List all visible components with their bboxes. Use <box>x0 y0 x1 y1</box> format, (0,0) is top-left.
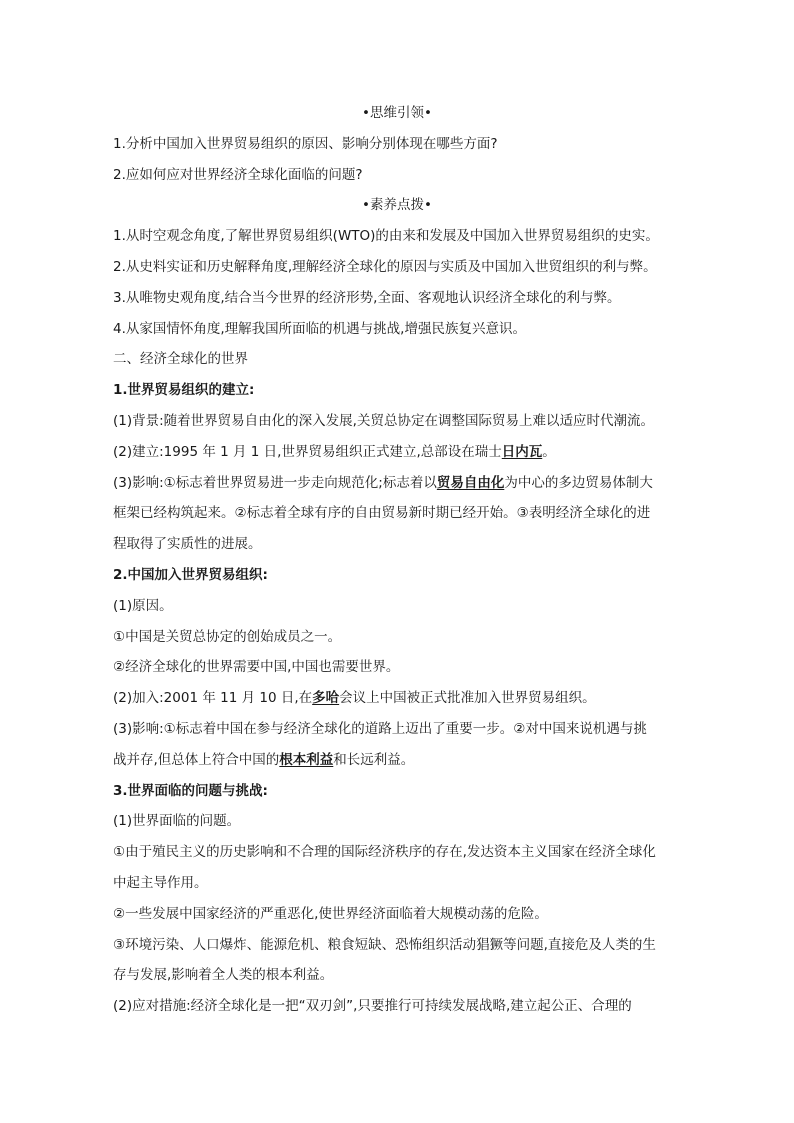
question-1: 1.分析中国加入世界贸易组织的原因、影响分别体现在哪些方面? <box>113 135 498 152</box>
wto-impact-line-2: 框架已经构筑起来。②标志着全球有序的自由贸易新时期已经开始。③表明经济全球化的进 <box>113 505 651 522</box>
wto-impact-line-1 <box>113 468 681 499</box>
problem-2: ②一些发展中国家经济的严重恶化,使世界经济面临着大规模动荡的危险。 <box>113 905 548 922</box>
section-header-literacy-tips: •素养点拨• <box>362 197 432 214</box>
literacy-point-2: 2.从史料实证和历史解释角度,理解经济全球化的原因与实质及中国加入世贸组织的利与弊。 <box>113 258 657 275</box>
wto-founding-text: (2)建立:1995 年 1 月 1 日,世界贸易组织正式建立,总部设在瑞士 <box>113 443 502 460</box>
china-accession-text-cont: 会议上中国被正式批准加入世界贸易组织。 <box>339 690 596 707</box>
wto-impact-text-cont: 为中心的多边贸易体制大 <box>504 474 653 491</box>
literacy-point-1: 1.从时空观念角度,了解世界贸易组织(WTO)的由来和发展及中国加入世界贸易组织的史实。 <box>113 228 659 245</box>
wto-background: (1)背景:随着世界贸易自由化的深入发展,关贸总协定在调整国际贸易上难以适应时代潮流。 <box>113 412 654 429</box>
china-accession <box>113 683 681 714</box>
section-header-thinking-guide: •思维引领• <box>362 105 432 121</box>
wto-impact-line-3: 程取得了实质性的进展。 <box>113 536 262 553</box>
wto-founding-end: 。 <box>542 443 556 460</box>
problem-3-line-2: 存与发展,影响着全人类的根本利益。 <box>113 967 334 984</box>
china-impact-text-cont: 和长远利益。 <box>333 751 415 768</box>
section-title-globalized-world: 二、经济全球化的世界 <box>113 351 248 368</box>
wto-impact-text: (3)影响:①标志着世界贸易进一步走向规范化;标志着以 <box>113 474 437 491</box>
wto-founding <box>113 437 681 468</box>
china-accession-text: (2)加入:2001 年 11 月 10 日,在 <box>113 690 313 707</box>
china-impact-line-2 <box>113 745 681 776</box>
keyword-fundamental-interests: 根本利益 <box>279 751 334 768</box>
keyword-trade-liberalization: 贸易自由化 <box>436 474 505 491</box>
countermeasures: (2)应对措施:经济全球化是一把“双刃剑”,只要推行可持续发展战略,建立起公正、合理的 <box>113 998 632 1015</box>
heading-wto-establishment: 1.世界贸易组织的建立: <box>113 382 255 399</box>
problem-1-line-2: 中起主导作用。 <box>113 874 208 891</box>
problem-1-line-1: ①由于殖民主义的历史影响和不合理的国际经济秩序的存在,发达资本主义国家在经济全球化 <box>113 844 656 861</box>
question-2: 2.应如何应对世界经济全球化面临的问题? <box>113 166 363 183</box>
keyword-geneva: 日内瓦 <box>501 443 543 460</box>
literacy-point-3: 3.从唯物史观角度,结合当今世界的经济形势,全面、客观地认识经济全球化的利与弊。 <box>113 289 621 306</box>
china-impact-line-1: (3)影响:①标志着中国在参与经济全球化的道路上迈出了重要一步。②对中国来说机遇与挑 <box>113 720 647 737</box>
heading-world-problems: 3.世界面临的问题与挑战: <box>113 782 268 799</box>
problems-title: (1)世界面临的问题。 <box>113 813 241 830</box>
keyword-doha: 多哈 <box>312 690 340 707</box>
china-reason-1: ①中国是关贸总协定的创始成员之一。 <box>113 628 342 645</box>
china-reason-title: (1)原因。 <box>113 597 173 614</box>
problem-3-line-1: ③环境污染、人口爆炸、能源危机、粮食短缺、恐怖组织活动猖獗等问题,直接危及人类的生 <box>113 936 656 953</box>
heading-china-joins-wto: 2.中国加入世界贸易组织: <box>113 566 268 583</box>
china-impact-text: 战并存,但总体上符合中国的 <box>113 751 280 768</box>
page-content <box>113 98 681 1022</box>
china-reason-2: ②经济全球化的世界需要中国,中国也需要世界。 <box>113 659 400 676</box>
literacy-point-4: 4.从家国情怀角度,理解我国所面临的机遇与挑战,增强民族复兴意识。 <box>113 320 526 337</box>
